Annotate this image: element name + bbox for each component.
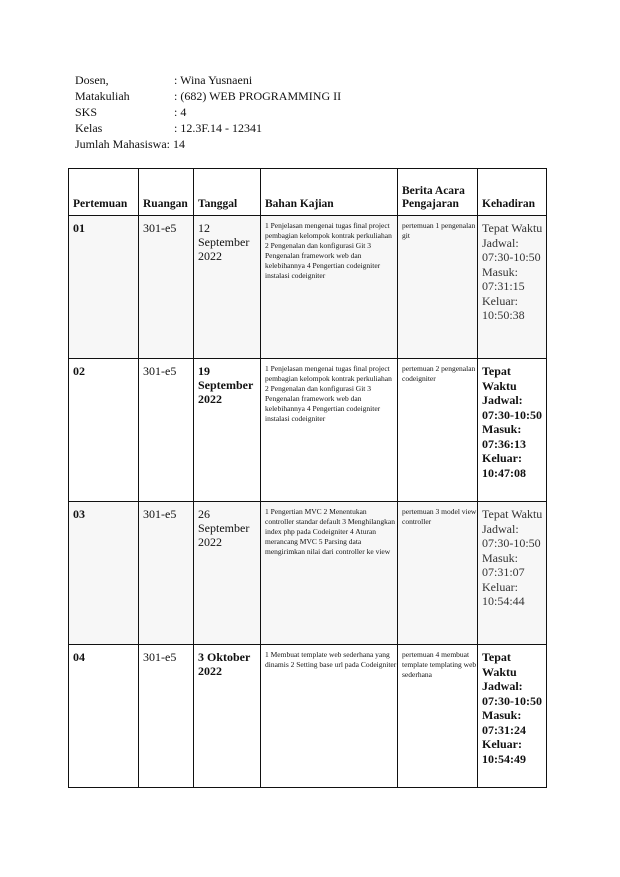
cell-tanggal: 12 September 2022 <box>194 216 261 359</box>
info-value: : 14 <box>166 137 185 151</box>
info-value: : Wina Yusnaeni <box>174 73 253 87</box>
cell-berita-acara: pertemuan 2 pengenalan codeigniter <box>398 359 478 502</box>
info-label: Kelas <box>75 121 103 135</box>
cell-pertemuan: 04 <box>69 645 139 788</box>
cell-kehadiran: Tepat Waktu Jadwal: 07:30-10:50 Masuk: 07:36:13 Keluar: 10:47:08 <box>478 359 547 502</box>
cell-ruangan: 301-e5 <box>139 216 194 359</box>
course-info <box>75 72 341 152</box>
info-row-matakuliah <box>75 88 341 104</box>
cell-bahan-kajian: 1 Penjelasan mengenai tugas final project pembagian kelompok kontrak perkuliahan 2 Pengenalan dan konfigurasi Git 3 Pengenalan framework web dan kelebihannya 4 Pengertian codeigniter instalasi codeigniter <box>261 216 398 359</box>
header-kehadiran: Kehadiran <box>478 169 547 216</box>
cell-pertemuan: 01 <box>69 216 139 359</box>
info-value: : (682) WEB PROGRAMMING II <box>174 89 342 103</box>
cell-bahan-kajian: 1 Pengertian MVC 2 Menentukan controller standar default 3 Menghilangkan index php pada Codeigniter 4 Aturan merancang MVC 5 Parsing data mengirimkan nilai dari controller ke view <box>261 502 398 645</box>
info-row-sks <box>75 104 341 120</box>
cell-berita-acara: pertemuan 4 membuat template templating web sederhana <box>398 645 478 788</box>
header-ruangan: Ruangan <box>139 169 194 216</box>
cell-bahan-kajian: 1 Penjelasan mengenai tugas final project pembagian kelompok kontrak perkuliahan 2 Pengenalan dan konfigurasi Git 3 Pengenalan framework web dan kelebihannya 4 Pengertian codeigniter instalasi codeigniter <box>261 359 398 502</box>
info-value: : 4 <box>174 105 187 119</box>
cell-pertemuan: 03 <box>69 502 139 645</box>
header-bahan-kajian: Bahan Kajian <box>261 169 398 216</box>
cell-ruangan: 301-e5 <box>139 359 194 502</box>
table-row <box>69 645 547 788</box>
attendance-table <box>68 168 547 788</box>
cell-kehadiran: Tepat Waktu Jadwal: 07:30-10:50 Masuk: 07:31:24 Keluar: 10:54:49 <box>478 645 547 788</box>
info-label: SKS <box>75 105 98 119</box>
cell-kehadiran: Tepat Waktu Jadwal: 07:30-10:50 Masuk: 07:31:07 Keluar: 10:54:44 <box>478 502 547 645</box>
header-tanggal: Tanggal <box>194 169 261 216</box>
table-row <box>69 216 547 359</box>
info-label: Dosen, <box>75 73 109 87</box>
cell-bahan-kajian: 1 Membuat template web sederhana yang dinamis 2 Setting base url pada Codeigniter <box>261 645 398 788</box>
info-row-jumlah-mahasiswa <box>75 136 341 152</box>
cell-berita-acara: pertemuan 1 pengenalan git <box>398 216 478 359</box>
cell-ruangan: 301-e5 <box>139 645 194 788</box>
header-pertemuan: Pertemuan <box>69 169 139 216</box>
cell-berita-acara: pertemuan 3 model view controller <box>398 502 478 645</box>
table-row <box>69 359 547 502</box>
info-row-dosen <box>75 72 341 88</box>
header-berita-acara: Berita Acara Pengajaran <box>398 169 478 216</box>
info-label: Jumlah Mahasiswa <box>75 137 167 151</box>
info-value: : 12.3F.14 - 12341 <box>174 121 263 135</box>
cell-tanggal: 19 September 2022 <box>194 359 261 502</box>
cell-kehadiran: Tepat Waktu Jadwal: 07:30-10:50 Masuk: 07:31:15 Keluar: 10:50:38 <box>478 216 547 359</box>
info-row-kelas <box>75 120 341 136</box>
info-label: Matakuliah <box>75 89 130 103</box>
cell-tanggal: 26 September 2022 <box>194 502 261 645</box>
cell-ruangan: 301-e5 <box>139 502 194 645</box>
cell-tanggal: 3 Oktober 2022 <box>194 645 261 788</box>
cell-pertemuan: 02 <box>69 359 139 502</box>
table-row <box>69 502 547 645</box>
table-header-row <box>69 169 547 216</box>
